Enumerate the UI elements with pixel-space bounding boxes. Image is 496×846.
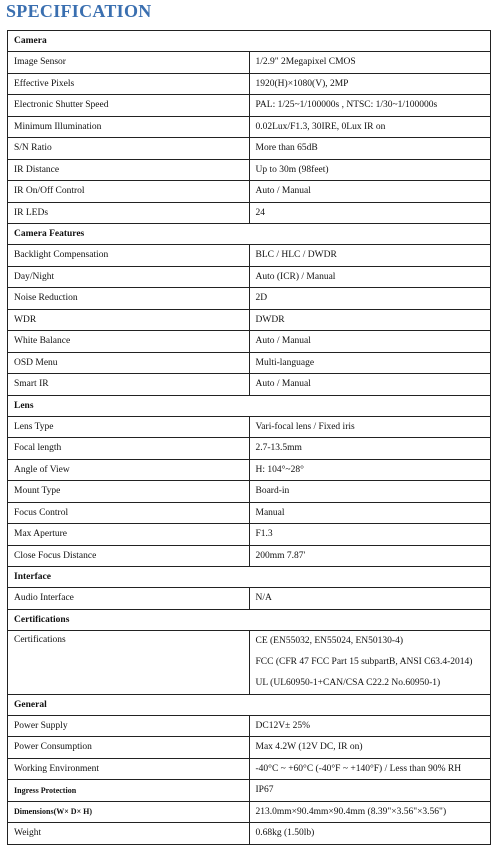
spec-value: H: 104°~28° xyxy=(249,459,491,481)
spec-key: Lens Type xyxy=(8,416,250,438)
section-heading: Lens xyxy=(8,395,491,416)
spec-key: Certifications xyxy=(8,630,250,694)
spec-key: Backlight Compensation xyxy=(8,245,250,267)
spec-key: Audio Interface xyxy=(8,588,250,610)
spec-value xyxy=(249,630,491,694)
section-camera xyxy=(8,31,491,52)
spec-value: -40°C ~ +60°C (-40°F ~ +140°F) / Less than 90% RH xyxy=(249,758,491,780)
table-row xyxy=(8,438,491,460)
table-row xyxy=(8,309,491,331)
spec-key: Focus Control xyxy=(8,502,250,524)
spec-value: 1920(H)×1080(V), 2MP xyxy=(249,73,491,95)
spec-value: Multi-language xyxy=(249,352,491,374)
table-row xyxy=(8,245,491,267)
table-row xyxy=(8,288,491,310)
table-row xyxy=(8,202,491,224)
spec-value: DC12V± 25% xyxy=(249,715,491,737)
table-row xyxy=(8,52,491,74)
table-row xyxy=(8,266,491,288)
table-row xyxy=(8,823,491,845)
spec-value: 2.7-13.5mm xyxy=(249,438,491,460)
spec-value: 24 xyxy=(249,202,491,224)
section-heading: Interface xyxy=(8,567,491,588)
table-row xyxy=(8,737,491,759)
spec-value: Board-in xyxy=(249,481,491,503)
spec-key: Ingress Protection xyxy=(8,780,250,802)
spec-key: Power Supply xyxy=(8,715,250,737)
spec-key: Electronic Shutter Speed xyxy=(8,95,250,117)
table-row xyxy=(8,159,491,181)
table-row xyxy=(8,374,491,396)
spec-key: Angle of View xyxy=(8,459,250,481)
spec-key: Image Sensor xyxy=(8,52,250,74)
spec-key: Max Aperture xyxy=(8,524,250,546)
table-row xyxy=(8,545,491,567)
spec-table xyxy=(7,30,491,845)
table-row xyxy=(8,331,491,353)
spec-value: N/A xyxy=(249,588,491,610)
table-row xyxy=(8,780,491,802)
spec-key: Weight xyxy=(8,823,250,845)
spec-key: OSD Menu xyxy=(8,352,250,374)
section-heading: Camera xyxy=(8,31,491,52)
spec-key: Minimum Illumination xyxy=(8,116,250,138)
spec-key: Effective Pixels xyxy=(8,73,250,95)
section-heading: General xyxy=(8,694,491,715)
table-row xyxy=(8,138,491,160)
section-general xyxy=(8,694,491,715)
spec-value: IP67 xyxy=(249,780,491,802)
table-row xyxy=(8,181,491,203)
spec-key: IR LEDs xyxy=(8,202,250,224)
spec-key: S/N Ratio xyxy=(8,138,250,160)
table-row xyxy=(8,630,491,694)
spec-key: Focal length xyxy=(8,438,250,460)
page-title: SPECIFICATION xyxy=(6,1,152,21)
table-row xyxy=(8,459,491,481)
table-row xyxy=(8,95,491,117)
cert-line: FCC (CFR 47 FCC Part 15 subpartB, ANSI C63.4-2014) xyxy=(255,656,473,667)
section-lens xyxy=(8,395,491,416)
spec-value: Manual xyxy=(249,502,491,524)
spec-value: DWDR xyxy=(249,309,491,331)
spec-value: 0.02Lux/F1.3, 30IRE, 0Lux IR on xyxy=(249,116,491,138)
table-row xyxy=(8,116,491,138)
spec-value: More than 65dB xyxy=(249,138,491,160)
spec-key: Noise Reduction xyxy=(8,288,250,310)
spec-value: Auto / Manual xyxy=(249,181,491,203)
section-interface xyxy=(8,567,491,588)
spec-value: BLC / HLC / DWDR xyxy=(249,245,491,267)
table-row xyxy=(8,73,491,95)
spec-value: 0.68kg (1.50lb) xyxy=(249,823,491,845)
section-heading: Certifications xyxy=(8,609,491,630)
spec-key: White Balance xyxy=(8,331,250,353)
spec-key: Mount Type xyxy=(8,481,250,503)
spec-value: 1/2.9" 2Megapixel CMOS xyxy=(249,52,491,74)
spec-key: IR Distance xyxy=(8,159,250,181)
spec-value: Max 4.2W (12V DC, IR on) xyxy=(249,737,491,759)
section-camera-features xyxy=(8,224,491,245)
spec-value: Vari-focal lens / Fixed iris xyxy=(249,416,491,438)
section-heading: Camera Features xyxy=(8,224,491,245)
spec-key: Working Environment xyxy=(8,758,250,780)
table-row xyxy=(8,524,491,546)
spec-key: Dimensions(W× D× H) xyxy=(8,801,250,823)
table-row xyxy=(8,502,491,524)
spec-key: Close Focus Distance xyxy=(8,545,250,567)
table-row xyxy=(8,715,491,737)
spec-value: 2D xyxy=(249,288,491,310)
spec-key: IR On/Off Control xyxy=(8,181,250,203)
spec-key: Smart IR xyxy=(8,374,250,396)
table-row xyxy=(8,352,491,374)
spec-value: PAL: 1/25~1/100000s , NTSC: 1/30~1/100000s xyxy=(249,95,491,117)
section-certifications xyxy=(8,609,491,630)
cert-line: CE (EN55032, EN55024, EN50130-4) xyxy=(255,635,403,646)
spec-value: 200mm 7.87' xyxy=(249,545,491,567)
table-row xyxy=(8,588,491,610)
spec-value: Auto / Manual xyxy=(249,374,491,396)
table-row xyxy=(8,481,491,503)
table-row xyxy=(8,416,491,438)
spec-key: WDR xyxy=(8,309,250,331)
table-row xyxy=(8,801,491,823)
spec-value: Auto (ICR) / Manual xyxy=(249,266,491,288)
table-row xyxy=(8,758,491,780)
spec-value: 213.0mm×90.4mm×90.4mm (8.39"×3.56"×3.56") xyxy=(249,801,491,823)
spec-value: Auto / Manual xyxy=(249,331,491,353)
spec-key: Power Consumption xyxy=(8,737,250,759)
spec-key: Day/Night xyxy=(8,266,250,288)
spec-value: Up to 30m (98feet) xyxy=(249,159,491,181)
spec-value: F1.3 xyxy=(249,524,491,546)
cert-line: UL (UL60950-1+CAN/CSA C22.2 No.60950-1) xyxy=(255,677,441,688)
